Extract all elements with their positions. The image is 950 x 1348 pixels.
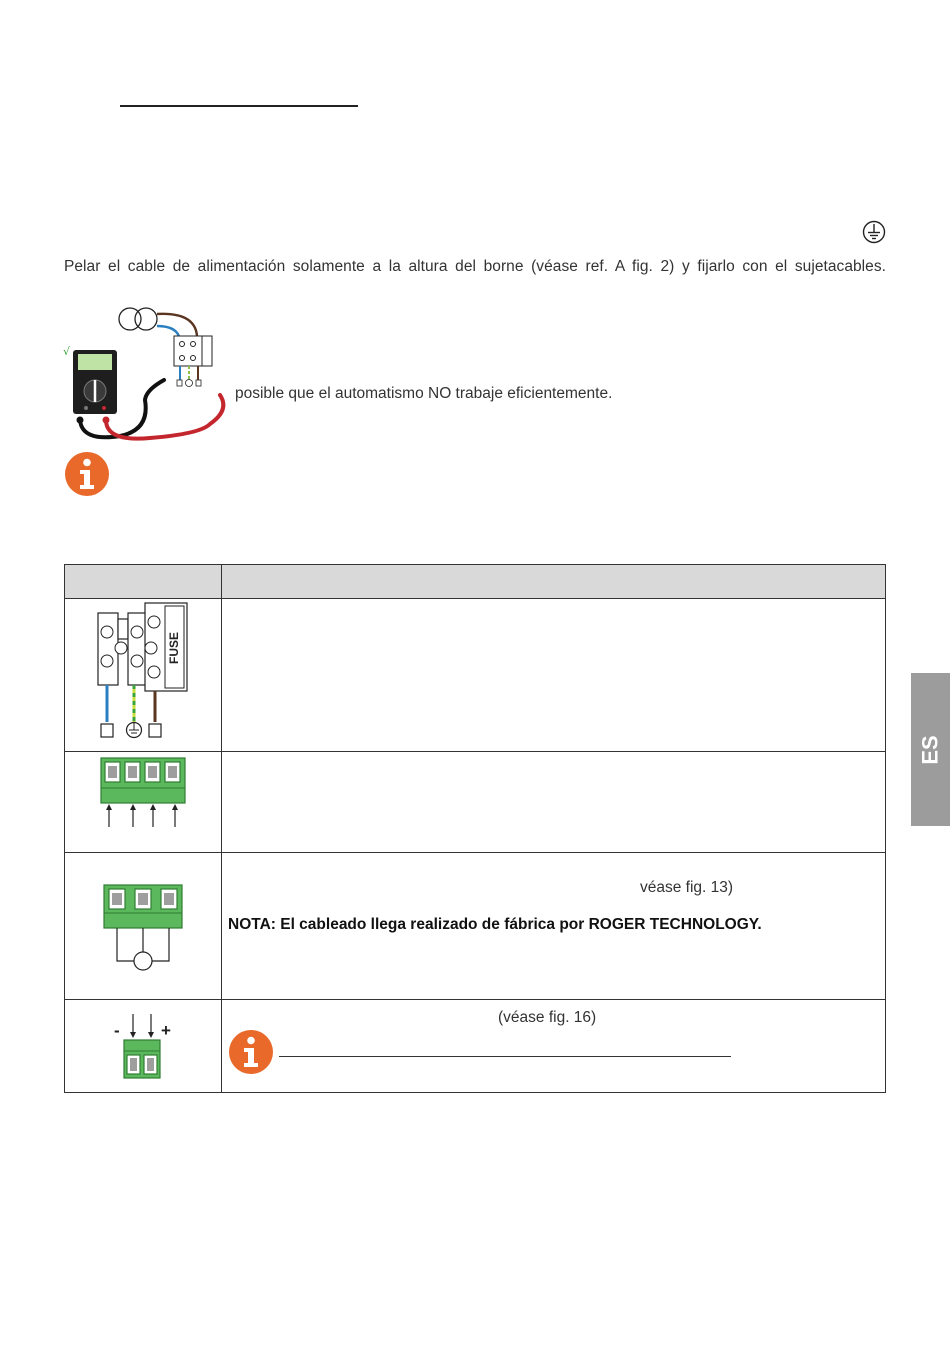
three-pin-terminal-icon	[65, 853, 222, 1000]
three-pin-description-cell	[222, 853, 886, 1000]
heading-underline	[120, 105, 358, 107]
terminal-table	[64, 564, 886, 1093]
svg-text:√: √	[63, 345, 71, 358]
language-tab-label: ES	[917, 734, 943, 765]
figure-reference: (véase fig. 16)	[498, 1009, 597, 1026]
table-row	[65, 599, 886, 752]
mains-description-cell	[222, 599, 886, 752]
language-tab	[911, 673, 950, 826]
info-underline	[279, 1056, 731, 1057]
four-pin-description-cell	[222, 752, 886, 853]
table-row	[65, 752, 886, 853]
header-cell-description	[222, 565, 886, 599]
four-pin-terminal-icon	[65, 752, 222, 853]
header-cell-image	[65, 565, 222, 599]
info-icon	[228, 1029, 274, 1075]
table-header-row	[65, 565, 886, 599]
factory-wiring-note: NOTA: El cableado llega realizado de fábrica por ROGER TECHNOLOGY.	[228, 916, 762, 933]
protective-earth-icon	[862, 220, 886, 244]
info-icon	[64, 451, 110, 497]
figure-reference: véase fig. 13)	[640, 879, 734, 896]
fuse-label: FUSE	[167, 631, 181, 664]
mains-terminal-block-icon	[65, 599, 222, 752]
efficiency-warning-text: posible que el automatismo NO trabaje eficientemente.	[235, 385, 613, 402]
body-paragraph: Pelar el cable de alimentación solamente a la altura del borne (véase ref. A fig. 2) y fijarlo con el sujetacables.	[64, 258, 886, 275]
table-row	[65, 853, 886, 1000]
multimeter-wiring-figure	[60, 300, 235, 450]
table-row	[65, 1000, 886, 1093]
two-pin-description-cell	[222, 1000, 886, 1093]
plus-sign: +	[161, 1021, 171, 1040]
minus-sign: -	[114, 1021, 120, 1040]
two-pin-terminal-icon	[65, 1000, 222, 1093]
